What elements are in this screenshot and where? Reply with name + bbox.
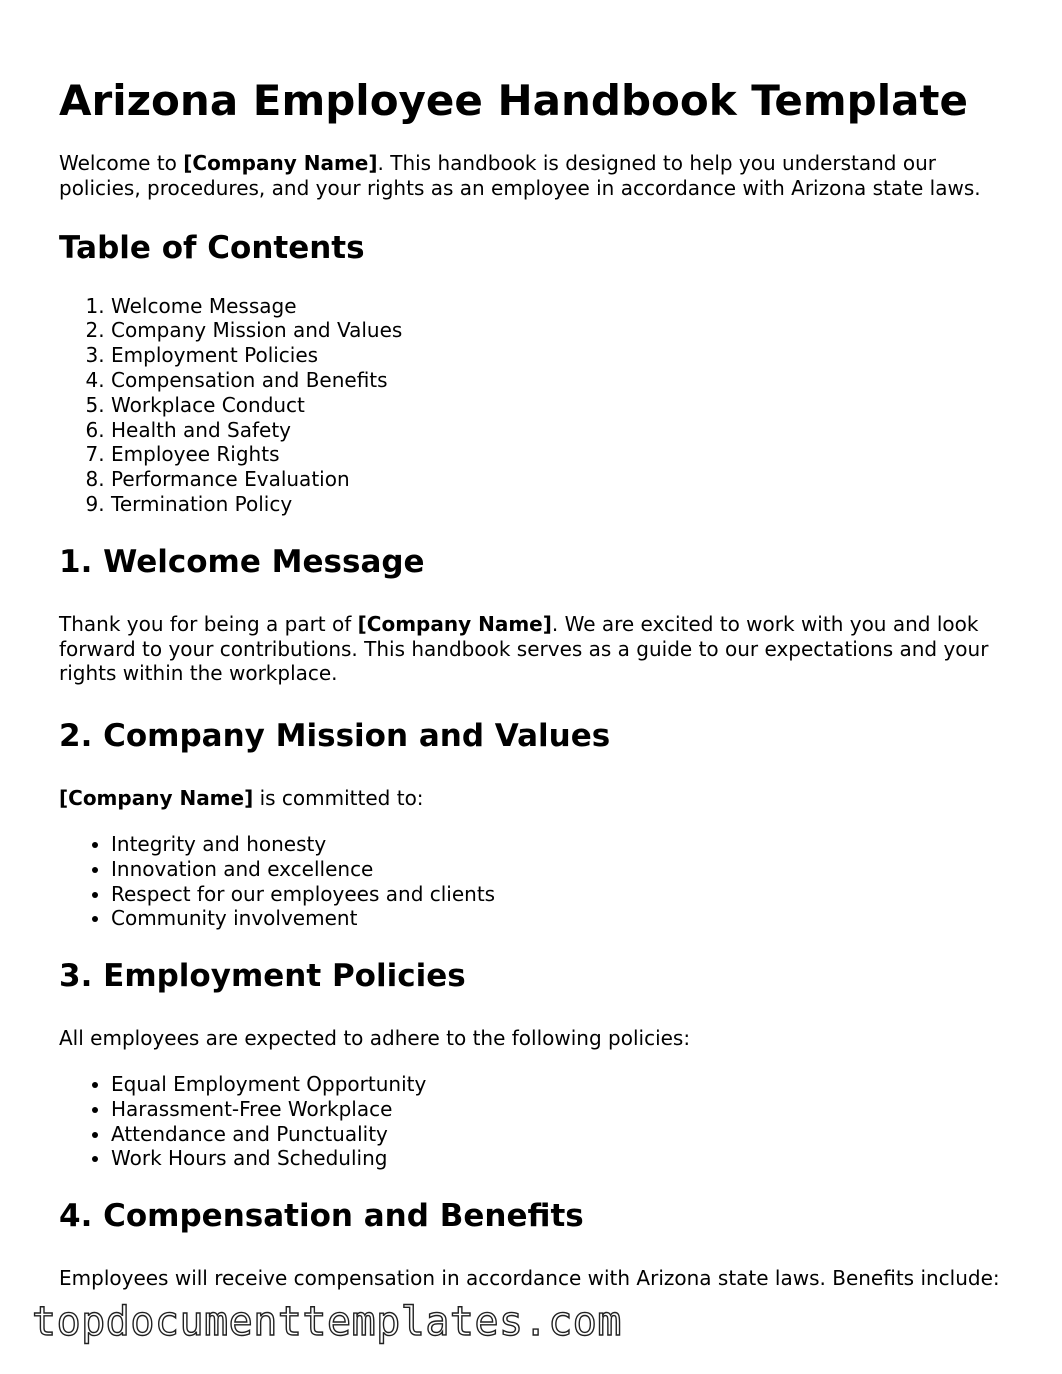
toc-item: 1. Welcome Message	[111, 294, 1009, 319]
company-name-placeholder: [Company Name]	[59, 786, 254, 811]
section-welcome-heading: 1. Welcome Message	[59, 543, 425, 580]
toc-item: 2. Company Mission and Values	[111, 318, 1009, 343]
list-item: • Integrity and honesty	[111, 832, 1009, 857]
intro-text-end: . This handbook is designed to help you understand our policies, procedures, and your rights as an employee in accordance with Arizona state laws.	[59, 151, 981, 200]
watermark: topdocumenttemplates.com	[32, 1299, 622, 1345]
mission-text: is committed to:	[253, 786, 424, 811]
section-policies-paragraph: All employees are expected to adhere to the following policies:	[59, 1026, 691, 1051]
list-item: • Work Hours and Scheduling	[111, 1146, 1009, 1171]
policies-list	[59, 1072, 1009, 1171]
welcome-text-start: Thank you for being a part of	[59, 611, 358, 636]
toc-list	[59, 294, 1009, 517]
toc-heading: Table of Contents	[59, 229, 365, 266]
document-page	[59, 0, 1009, 1291]
toc-item: 4. Compensation and Benefits	[111, 368, 1009, 393]
intro-text-start: Welcome to	[59, 151, 184, 175]
list-item: • Respect for our employees and clients	[111, 882, 1009, 907]
toc-item: 3. Employment Policies	[111, 343, 1009, 368]
list-item: • Attendance and Punctuality	[111, 1122, 1009, 1147]
list-item: • Community involvement	[111, 906, 1009, 931]
intro-paragraph	[59, 151, 1009, 201]
welcome-text-end: . We are excited to work with you and look forward to your contributions. This handbook serves as a guide to our expectations and your rights within the workplace.	[59, 611, 989, 686]
list-item: • Harassment-Free Workplace	[111, 1097, 1009, 1122]
toc-item: 9. Termination Policy	[111, 492, 1009, 517]
page-title: Arizona Employee Handbook Template	[59, 76, 968, 125]
values-list	[59, 832, 1009, 931]
toc-item: 7. Employee Rights	[111, 442, 1009, 467]
section-mission-heading: 2. Company Mission and Values	[59, 718, 611, 755]
company-name-placeholder: [Company Name]	[357, 611, 552, 636]
section-compensation-heading: 4. Compensation and Benefits	[59, 1198, 584, 1235]
list-item: • Innovation and excellence	[111, 857, 1009, 882]
toc-item: 8. Performance Evaluation	[111, 467, 1009, 492]
list-item: • Equal Employment Opportunity	[111, 1072, 1009, 1097]
toc-item: 5. Workplace Conduct	[111, 393, 1009, 418]
section-welcome-paragraph	[59, 612, 1009, 686]
section-mission-paragraph	[59, 786, 1009, 811]
section-policies-heading: 3. Employment Policies	[59, 958, 466, 995]
toc-item: 6. Health and Safety	[111, 418, 1009, 443]
section-compensation-paragraph: Employees will receive compensation in accordance with Arizona state laws. Benefits include:	[59, 1266, 1000, 1291]
company-name-placeholder: [Company Name]	[183, 151, 378, 175]
